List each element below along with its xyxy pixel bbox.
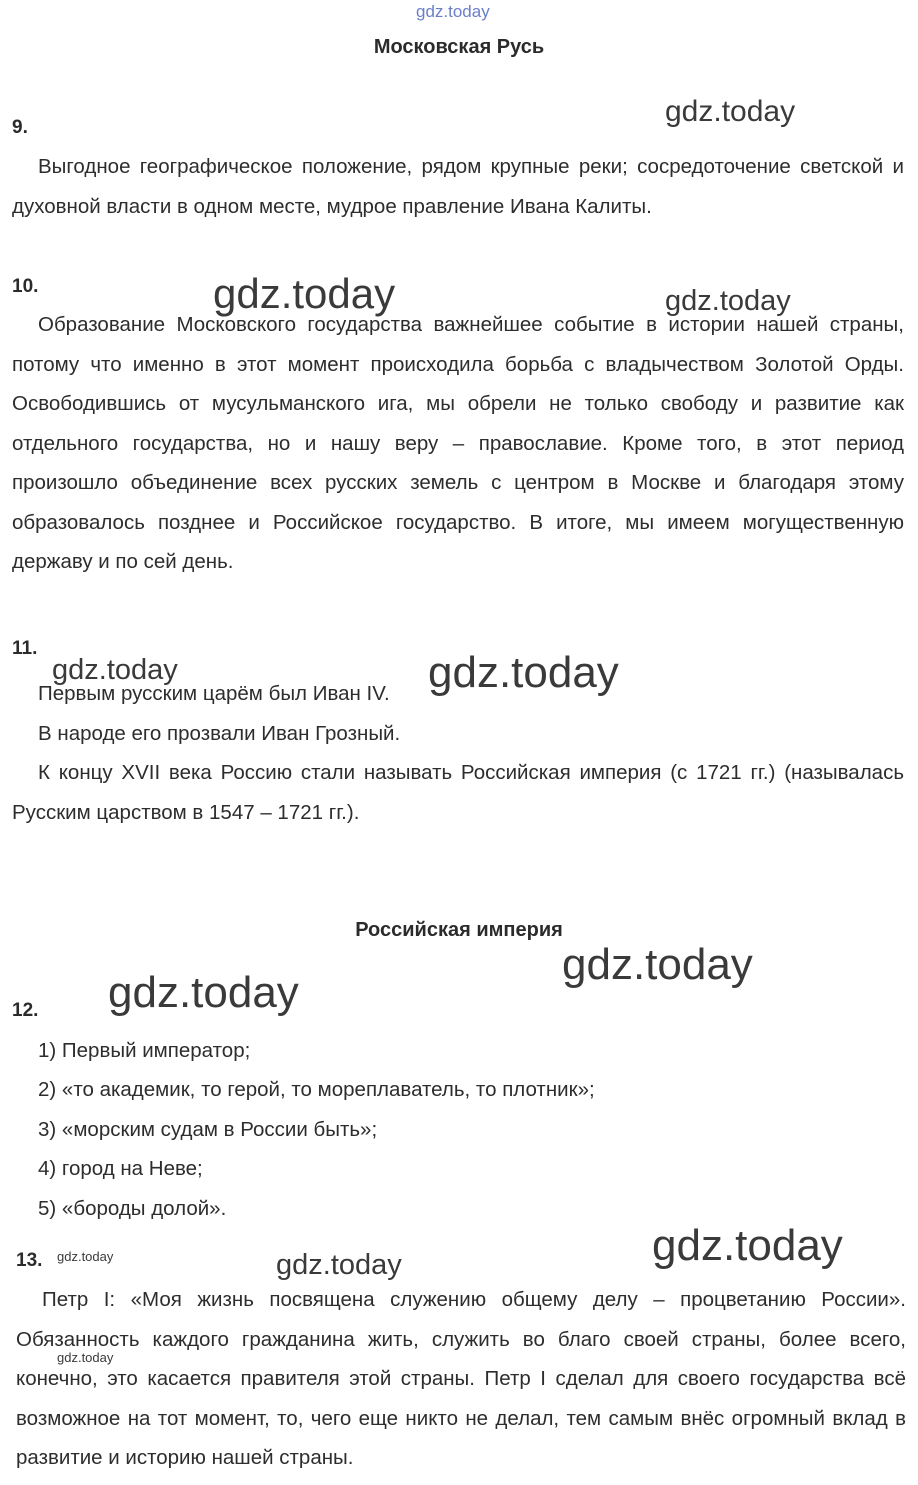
answer-12-item: 2) «то академик, то герой, то мореплаватель, то плотник»; [38, 1078, 595, 1101]
answer-11-line-1: Первым русским царём был Иван IV. [38, 682, 390, 705]
question-number-9: 9. [12, 117, 28, 138]
watermark: gdz.today [108, 968, 299, 1017]
watermark: gdz.today [562, 940, 753, 989]
answer-12-item: 5) «бороды долой». [38, 1197, 227, 1220]
watermark: gdz.today [428, 648, 619, 697]
answer-9: Выгодное географическое положение, рядом крупные реки; сосредоточение светской и духовной власти в одном месте, мудрое правление Ивана Калиты. [12, 155, 904, 218]
answer-12-item: 3) «морским судам в России быть»; [38, 1118, 378, 1141]
watermark: gdz.today [665, 95, 796, 128]
watermark: gdz.today [213, 270, 396, 317]
answer-10: Образование Московского государства важнейшее событие в истории нашей страны, потому что именно в этот момент происходила борьба с владычеством Золотой Орды. Освободившись от мусульманского ига, мы обрели не только свободу и развитие как отдельного государства, но и нашу веру – православие. Кроме того, в этот период произошло объединение всех русских земель с центром в Москве и благодаря этому образовалось позднее и Российское государство. В итоге, мы имеем могущественную державу и по сей день. [12, 313, 904, 573]
question-number-11: 11. [12, 638, 38, 659]
answer-12-item: 4) город на Неве; [38, 1157, 203, 1180]
answer-12-item: 1) Первый император; [38, 1039, 251, 1062]
watermark-top: gdz.today [416, 2, 490, 21]
watermark-small: gdz.today [57, 1350, 114, 1365]
question-number-13: 13. [16, 1250, 43, 1271]
section-title-empire: Российская империя [355, 919, 563, 941]
answer-11-line-3: К концу XVII века Россию стали называть Российская империя (с 1721 гг.) (называлась Русским царством в 1547 – 1721 гг.). [12, 761, 904, 824]
question-number-12: 12. [12, 1000, 39, 1021]
watermark-small: gdz.today [57, 1249, 114, 1264]
watermark: gdz.today [665, 285, 791, 317]
watermark: gdz.today [652, 1221, 843, 1270]
question-number-10: 10. [12, 276, 39, 297]
answer-11-line-2: В народе его прозвали Иван Грозный. [38, 722, 401, 745]
watermark: gdz.today [276, 1249, 402, 1281]
watermark: gdz.today [52, 654, 178, 686]
section-title-moscow: Московская Русь [373, 36, 545, 58]
answer-13: Петр I: «Моя жизнь посвящена служению общему делу – процветанию России». Обязанность каждого гражданина жить, служить во благо своей страны, более всего, конечно, это касается правителя этой страны. Петр I сделал для своего государства всё возможное на тот момент, то, чего еще никто не делал, тем самым внёс огромный вклад в развитие и историю нашей страны. [16, 1288, 906, 1469]
